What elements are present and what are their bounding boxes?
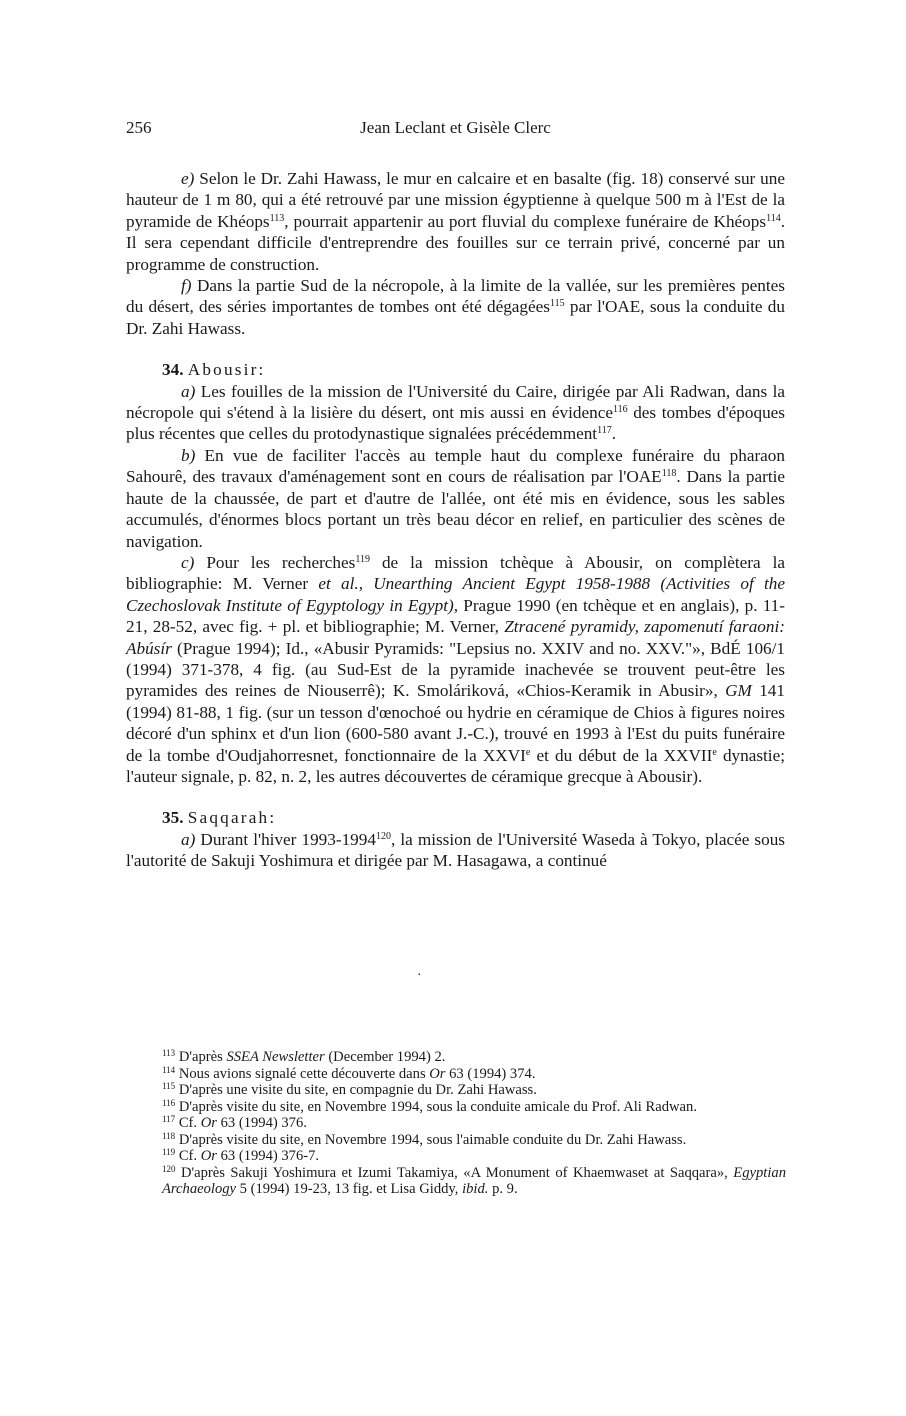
footnote (162, 1066, 786, 1083)
footnote-number: 118 (162, 1130, 176, 1141)
footnote-number: 119 (162, 1147, 176, 1157)
footnote (162, 1099, 786, 1116)
text: dynastie; l'auteur signale, p. 82, n. 2, les autres découvertes de céramique grecque à Abousir). (126, 745, 785, 786)
text: , pourrait appartenir au port fluvial du complexe funéraire de Khéops (284, 211, 767, 231)
text: 5 (1994) 19-23, 13 fig. et Lisa Giddy, (236, 1181, 463, 1197)
footnote-ref: 119 (355, 553, 370, 565)
italic-title: Or (200, 1148, 217, 1164)
footnote-ref: 116 (612, 404, 628, 416)
text: Nous avions signalé cette découverte dans (175, 1065, 430, 1082)
text: Cf. (175, 1115, 201, 1131)
footnote (162, 1115, 786, 1132)
text: (Prague 1994); Id., «Abusir Pyramids: "Lepsius no. XXIV and no. XXV."», BdÉ 106/1 (1994) 371-378, 4 fig. (au Sud-Est de la pyramide inachevée se trouvent peut-être les pyramides des reines de Niouserrê); K. Smoláriková, «Chios-Keramik in Abusir», (126, 638, 785, 701)
italic-title: Or (429, 1065, 446, 1082)
footnote-number: 114 (162, 1064, 176, 1075)
text: Selon le Dr. Zahi Hawass, le mur en calcaire et en basalte (fig. 18) conservé sur une hauteur de 1 m 80, qui a été retrouvé par une mission égyptienne à quelque 500 m à l'Est de la pyramide de Khéops (126, 169, 785, 231)
text: Dans la partie Sud de la nécropole, à la limite de la vallée, sur les premières pentes du désert, des séries importantes de tombes ont été dégagées (126, 276, 785, 317)
text: p. 9. (488, 1181, 518, 1197)
text: et du début de la XXVII (530, 745, 713, 765)
paragraph-34b (126, 445, 785, 552)
text: Durant l'hiver 1993-1994 (195, 829, 376, 849)
text: 63 (1994) 376. (216, 1115, 307, 1131)
superscript: e (525, 746, 531, 758)
italic-title: Egyptian Archaeology (162, 1164, 786, 1197)
text: En vue de faciliter l'accès au temple haut du complexe funéraire du pharaon Sahourê, des travaux d'aménagement sont en cours de réalisation par l'OAE (126, 445, 785, 487)
italic-title: GM (725, 681, 752, 701)
section-number: 35. (162, 808, 184, 828)
text: . (611, 424, 616, 444)
text: 141 (1994) 81-88, 1 fig. (sur un tesson d'œnochoé ou hydrie en céramique de Chios à figures noires décoré d'un sphinx et d'un lion (600-580 avant J.-C.), trouvé en 1993 à l'Est du puits funéraire de la tombe d'Oudjahorresnet, fonctionnaire de la XXVI (126, 681, 785, 765)
text: . Dans la partie haute de la chaussée, de part et d'autre de l'allée, ont été mis en évidence, sous les sables accumulés, d'énormes blocs portant un très beau décor en relief, en particulier des scènes de navigation. (126, 467, 786, 551)
italic-title: ibid. (462, 1181, 489, 1197)
footnote-number: 115 (162, 1081, 176, 1091)
text: D'après une visite du site, en compagnie du Dr. Zahi Hawass. (175, 1082, 537, 1098)
stray-mark: · (417, 968, 422, 983)
item-label: b) (181, 445, 196, 465)
section-title: Abousir: (187, 360, 266, 380)
footnote (162, 1132, 786, 1149)
footnote (162, 1082, 786, 1099)
item-label: a) (181, 381, 196, 401)
section-title: Saqqarah: (187, 808, 277, 828)
section-34-heading (126, 359, 785, 380)
footnote-number: 117 (162, 1114, 176, 1124)
italic-title: Ztracené pyramidy, zapomenutí faraoni: Abúsír (126, 617, 785, 658)
paragraph-35a (126, 829, 785, 872)
paragraph-34a (126, 381, 785, 445)
section-35-heading (126, 807, 785, 828)
footnote (162, 1049, 786, 1066)
footnote-number: 113 (162, 1048, 176, 1058)
footnote-ref: 117 (597, 425, 612, 437)
text: Cf. (175, 1148, 201, 1164)
item-label: f) (181, 276, 192, 296)
italic-title: SSEA Newsletter (226, 1049, 325, 1065)
footnote-ref: 115 (549, 298, 565, 310)
italic-title: Or (200, 1115, 217, 1131)
italic-title: et al., Unearthing Ancient Egypt 1958-1988 (Activities of the Czechoslovak Institute of Egyptology in Egypt) (126, 574, 785, 615)
footnote-number: 116 (162, 1097, 176, 1108)
text: . Il sera cependant difficile d'entreprendre des fouilles sur ce terrain privé, concerné par un programme de construction. (126, 211, 785, 274)
paragraph-f (126, 275, 785, 339)
text: par l'OAE, sous la conduite du Dr. Zahi Hawass. (126, 297, 785, 338)
footnote-ref: 114 (766, 212, 781, 224)
text: D'après visite du site, en Novembre 1994, sous l'aimable conduite du Dr. Zahi Hawass. (175, 1131, 687, 1148)
text: 63 (1994) 374. (445, 1065, 536, 1082)
superscript: e (712, 746, 717, 758)
footnote (162, 1165, 786, 1198)
text: (December 1994) 2. (324, 1049, 446, 1065)
page-header (126, 118, 785, 140)
footnote-ref: 118 (661, 468, 677, 480)
item-label: c) (181, 552, 195, 572)
text: de la mission tchèque à Abousir, on complètera la bibliographie: M. Verner (126, 552, 785, 594)
footnote-ref: 120 (375, 830, 391, 842)
text: , Prague 1990 (en tchèque et en anglais), p. 11-21, 28-52, avec fig. + pl. et bibliographie; M. Verner, (126, 595, 785, 637)
paragraph-e (126, 168, 785, 275)
text: D'après visite du site, en Novembre 1994, sous la conduite amicale du Prof. Ali Radwan. (175, 1098, 697, 1115)
footnote-number: 120 (162, 1163, 176, 1174)
paragraph-34c (126, 552, 785, 787)
text: Les fouilles de la mission de l'Université du Caire, dirigée par Ali Radwan, dans la nécropole qui s'étend à la lisière du désert, ont mis aussi en évidence (126, 381, 785, 423)
footnote-ref: 113 (269, 212, 285, 224)
running-title: Jean Leclant et Gisèle Clerc (360, 118, 551, 137)
item-label: a) (181, 829, 196, 849)
item-label: e) (181, 169, 195, 188)
footnote (162, 1148, 786, 1165)
text: D'après (175, 1049, 227, 1065)
text: des tombes d'époques plus récentes que celles du protodynastique signalées précédemment (126, 403, 785, 444)
main-text (126, 168, 785, 872)
text: Pour les recherches (194, 552, 356, 572)
footnotes (162, 1049, 786, 1198)
section-number: 34. (162, 360, 184, 380)
text: 63 (1994) 376-7. (216, 1148, 320, 1164)
page-number: 256 (126, 118, 152, 137)
text: , la mission de l'Université Waseda à Tokyo, placée sous l'autorité de Sakuji Yoshimura et dirigée par M. Hasagawa, a continué (126, 829, 785, 871)
text: D'après Sakuji Yoshimura et Izumi Takamiya, «A Monument of Khaemwaset at Saqqara», (175, 1164, 734, 1181)
